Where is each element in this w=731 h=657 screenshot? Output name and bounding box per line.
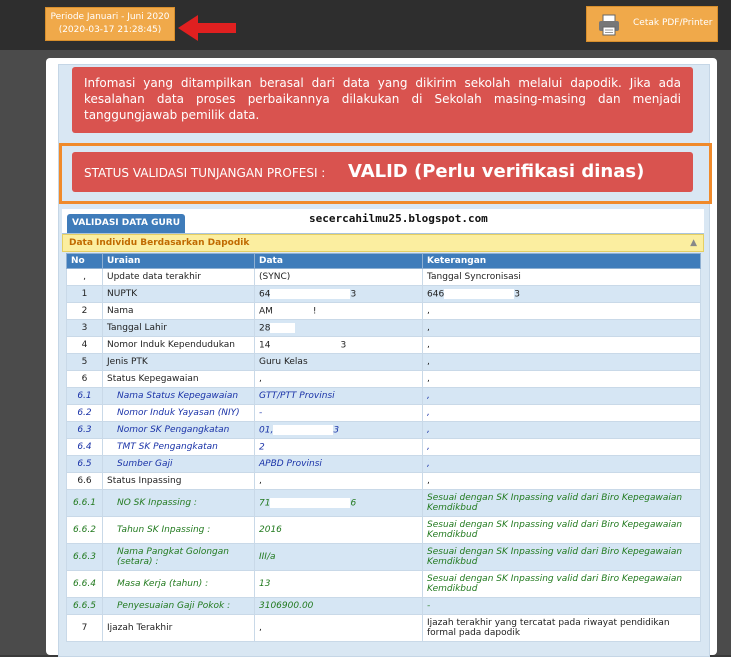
cell-keterangan: [423, 473, 701, 490]
cell-keterangan: [423, 303, 701, 320]
cell-no: [67, 371, 103, 388]
table-row: [67, 286, 701, 303]
print-label: Cetak PDF/Printer: [633, 18, 713, 28]
cell-no: [67, 303, 103, 320]
redaction-mask: [270, 289, 350, 299]
row-no: 4: [81, 340, 88, 350]
section-title: Data Individu Berdasarkan Dapodik: [69, 238, 250, 248]
red-arrow-icon: [178, 13, 238, 43]
cell-data: [255, 517, 423, 544]
row-no: 6.6.4: [73, 579, 96, 589]
redaction-mask: [265, 442, 305, 452]
row-uraian: Nomor Induk Yayasan (NIY): [117, 408, 240, 418]
row-no: 2: [81, 306, 88, 316]
cell-keterangan: [423, 571, 701, 598]
row-data-tail: 3: [340, 340, 347, 351]
row-no: 1: [81, 289, 88, 299]
cell-uraian: [103, 598, 255, 615]
cell-uraian: [103, 544, 255, 571]
cell-keterangan: [423, 337, 701, 354]
row-data: 01,: [259, 425, 274, 436]
row-no: 6.3: [77, 425, 92, 435]
row-no: 6.6.3: [73, 552, 96, 562]
row-uraian: Nama Status Kepegawaian: [117, 391, 239, 401]
row-data-tail: 3: [333, 425, 340, 436]
row-data: Guru Kelas: [259, 357, 308, 367]
table-row: [67, 456, 701, 473]
row-uraian: Update data terakhir: [107, 272, 201, 282]
status-label: STATUS VALIDASI TUNJANGAN PROFESI :: [84, 166, 326, 180]
redaction-mask: [270, 498, 350, 508]
cell-data: [255, 337, 423, 354]
cell-data: [255, 405, 423, 422]
row-uraian: Sumber Gaji: [117, 459, 173, 469]
row-keterangan: ,: [427, 459, 430, 469]
table-row: [67, 490, 701, 517]
row-keterangan: ,: [427, 323, 430, 333]
row-no: 6.6.1: [73, 498, 96, 508]
cell-keterangan: [423, 422, 701, 439]
table-row: [67, 439, 701, 456]
table-row: [67, 337, 701, 354]
cell-no: [67, 354, 103, 371]
row-data: 71: [259, 498, 271, 509]
cell-data: [255, 490, 423, 517]
cell-uraian: [103, 615, 255, 642]
cell-uraian: [103, 490, 255, 517]
row-keterangan: ,: [427, 306, 430, 316]
data-table-wrap: [66, 253, 700, 642]
table-header-row: [67, 254, 701, 269]
row-no: 6: [81, 374, 88, 384]
row-uraian: Tahun SK Inpassing :: [117, 525, 211, 535]
redaction-mask: [444, 289, 514, 299]
cell-uraian: [103, 286, 255, 303]
cell-keterangan: [423, 286, 701, 303]
table-row: [67, 354, 701, 371]
table-row: [67, 422, 701, 439]
cell-no: [67, 405, 103, 422]
row-data: 13: [259, 579, 271, 589]
table-row: [67, 571, 701, 598]
row-no: ,: [83, 272, 86, 282]
row-keterangan: Tanggal Syncronisasi: [427, 272, 521, 282]
cell-keterangan: [423, 439, 701, 456]
cell-no: [67, 456, 103, 473]
row-uraian: Jenis PTK: [107, 357, 148, 367]
row-data-tail: 6: [350, 498, 357, 509]
cell-keterangan: [423, 405, 701, 422]
table-row: [67, 598, 701, 615]
cell-keterangan: [423, 269, 701, 286]
row-uraian: Masa Kerja (tahun) :: [117, 579, 209, 589]
cell-no: [67, 517, 103, 544]
row-no: 5: [81, 357, 88, 367]
row-keterangan: ,: [427, 442, 430, 452]
watermark-text: secercahilmu25.blogspot.com: [309, 212, 488, 225]
row-no: 7: [81, 623, 88, 633]
table-row: [67, 388, 701, 405]
row-data: APBD Provinsi: [259, 459, 322, 469]
top-toolbar: [0, 0, 731, 50]
cell-data: [255, 422, 423, 439]
row-data: ,: [259, 623, 262, 633]
row-data: GTT/PTT Provinsi: [259, 391, 335, 401]
table-row: [67, 473, 701, 490]
cell-uraian: [103, 303, 255, 320]
cell-data: [255, 615, 423, 642]
cell-keterangan: [423, 598, 701, 615]
cell-keterangan: [423, 544, 701, 571]
row-keterangan: ,: [427, 425, 430, 435]
cell-keterangan: [423, 320, 701, 337]
printer-icon: [597, 13, 621, 37]
cell-uraian: [103, 456, 255, 473]
table-row: [67, 269, 701, 286]
row-keterangan: ,: [427, 476, 430, 486]
table-row: [67, 303, 701, 320]
redaction-mask: [273, 306, 313, 316]
row-uraian: NO SK Inpassing :: [117, 498, 197, 508]
row-data: (SYNC): [259, 272, 291, 282]
period-timestamp: (2020-03-17 21:28:45): [58, 25, 162, 35]
row-no: 3: [81, 323, 88, 333]
row-keterangan: ,: [427, 374, 430, 384]
col-header-uraian: Uraian: [103, 254, 255, 269]
row-keterangan: 646: [427, 289, 445, 300]
row-keterangan: Sesuai dengan SK Inpassing valid dari Biro Kepegawaian Kemdikbud: [427, 493, 683, 513]
cell-no: [67, 269, 103, 286]
table-row: [67, 615, 701, 642]
cell-no: [67, 439, 103, 456]
cell-data: [255, 544, 423, 571]
cell-data: [255, 320, 423, 337]
cell-data: [255, 371, 423, 388]
cell-data: [255, 571, 423, 598]
print-pdf-button[interactable]: [586, 6, 718, 42]
row-keterangan: Ijazah terakhir yang tercatat pada riwayat pendidikan formal pada dapodik: [427, 618, 670, 638]
row-keterangan: ,: [427, 340, 430, 350]
row-keterangan-tail: 3: [514, 289, 520, 300]
cell-no: [67, 571, 103, 598]
redaction-mask: [270, 323, 295, 333]
col-header-data: Data: [255, 254, 423, 269]
cell-keterangan: [423, 371, 701, 388]
cell-data: [255, 388, 423, 405]
table-row: [67, 544, 701, 571]
cell-no: [67, 337, 103, 354]
row-data-tail: !: [312, 306, 317, 317]
row-uraian: Tanggal Lahir: [107, 323, 167, 333]
table-row: [67, 320, 701, 337]
row-no: 6.2: [77, 408, 92, 418]
row-uraian: Status Inpassing: [107, 476, 182, 486]
row-data: AM: [259, 306, 273, 317]
row-no: 6.4: [77, 442, 92, 452]
cell-no: [67, 286, 103, 303]
cell-data: [255, 354, 423, 371]
row-data: 28: [259, 323, 271, 334]
row-no: 6.6.5: [73, 601, 96, 611]
cell-no: [67, 615, 103, 642]
row-keterangan: Sesuai dengan SK Inpassing valid dari Biro Kepegawaian Kemdikbud: [427, 520, 683, 540]
row-keterangan: Sesuai dengan SK Inpassing valid dari Biro Kepegawaian Kemdikbud: [427, 547, 683, 567]
cell-uraian: [103, 422, 255, 439]
table-row: [67, 371, 701, 388]
cell-no: [67, 598, 103, 615]
cell-data: [255, 598, 423, 615]
table-row: [67, 405, 701, 422]
cell-no: [67, 544, 103, 571]
row-uraian: NUPTK: [107, 289, 138, 299]
cell-data: [255, 456, 423, 473]
row-data: III/a: [259, 552, 276, 562]
row-uraian: Penyesuaian Gaji Pokok :: [117, 601, 231, 611]
cell-no: [67, 388, 103, 405]
cell-keterangan: [423, 517, 701, 544]
cell-uraian: [103, 371, 255, 388]
cell-keterangan: [423, 615, 701, 642]
cell-keterangan: [423, 490, 701, 517]
section-header[interactable]: [62, 234, 704, 252]
period-button[interactable]: [45, 7, 175, 41]
cell-no: [67, 320, 103, 337]
cell-no: [67, 490, 103, 517]
cell-uraian: [103, 473, 255, 490]
cell-uraian: [103, 388, 255, 405]
row-data: -: [259, 408, 263, 418]
data-table: [66, 253, 701, 642]
cell-uraian: [103, 517, 255, 544]
cell-data: [255, 439, 423, 456]
cell-uraian: [103, 405, 255, 422]
row-uraian: Nama: [107, 306, 134, 316]
status-banner: [72, 152, 693, 192]
redaction-mask: [270, 340, 340, 350]
cell-no: [67, 422, 103, 439]
cell-keterangan: [423, 388, 701, 405]
row-keterangan: Sesuai dengan SK Inpassing valid dari Biro Kepegawaian Kemdikbud: [427, 574, 683, 594]
row-data: 2: [259, 442, 265, 453]
row-data: ,: [259, 476, 262, 486]
row-data: 3106900.00: [259, 601, 314, 611]
row-data: ,: [259, 374, 262, 384]
row-data: 14: [259, 340, 271, 351]
caret-up-icon[interactable]: ▲: [690, 238, 697, 248]
cell-keterangan: [423, 456, 701, 473]
row-uraian: Nomor Induk Kependudukan: [107, 340, 235, 350]
cell-keterangan: [423, 354, 701, 371]
cell-no: [67, 473, 103, 490]
row-no: 6.1: [77, 391, 92, 401]
row-uraian: Status Kepegawaian: [107, 374, 199, 384]
cell-data: [255, 303, 423, 320]
cell-uraian: [103, 354, 255, 371]
cell-uraian: [103, 571, 255, 598]
row-data: 2016: [259, 525, 282, 535]
status-value: VALID (Perlu verifikasi dinas): [348, 161, 645, 182]
cell-uraian: [103, 269, 255, 286]
row-uraian: Ijazah Terakhir: [107, 623, 173, 633]
cell-uraian: [103, 320, 255, 337]
row-keterangan: ,: [427, 357, 430, 367]
tab-validasi-data-guru[interactable]: VALIDASI DATA GURU: [67, 214, 185, 233]
col-header-keterangan: Keterangan: [423, 254, 701, 269]
period-label: Periode Januari - Juni 2020: [50, 12, 170, 22]
cell-data: [255, 473, 423, 490]
row-keterangan: ,: [427, 408, 430, 418]
table-row: [67, 517, 701, 544]
cell-uraian: [103, 439, 255, 456]
cell-data: [255, 269, 423, 286]
row-data-tail: 3: [350, 289, 357, 300]
info-message: Infomasi yang ditampilkan berasal dari data yang dikirim sekolah melalui dapodik. Jika ada kesalahan data proses perbaikannya dilakukan di Sekolah masing-masing dan menjadi tanggungjawab pemilik data.: [72, 67, 693, 133]
row-uraian: Nama Pangkat Golongan (setara) :: [117, 547, 229, 567]
row-no: 6.6: [77, 476, 92, 486]
row-keterangan: -: [427, 601, 431, 611]
row-keterangan: ,: [427, 391, 430, 401]
cell-uraian: [103, 337, 255, 354]
row-uraian: Nomor SK Pengangkatan: [117, 425, 230, 435]
col-header-no: No: [67, 254, 103, 269]
cell-data: [255, 286, 423, 303]
row-data: 64: [259, 289, 271, 300]
row-no: 6.6.2: [73, 525, 96, 535]
row-uraian: TMT SK Pengangkatan: [117, 442, 218, 452]
row-no: 6.5: [77, 459, 92, 469]
redaction-mask: [273, 425, 333, 435]
